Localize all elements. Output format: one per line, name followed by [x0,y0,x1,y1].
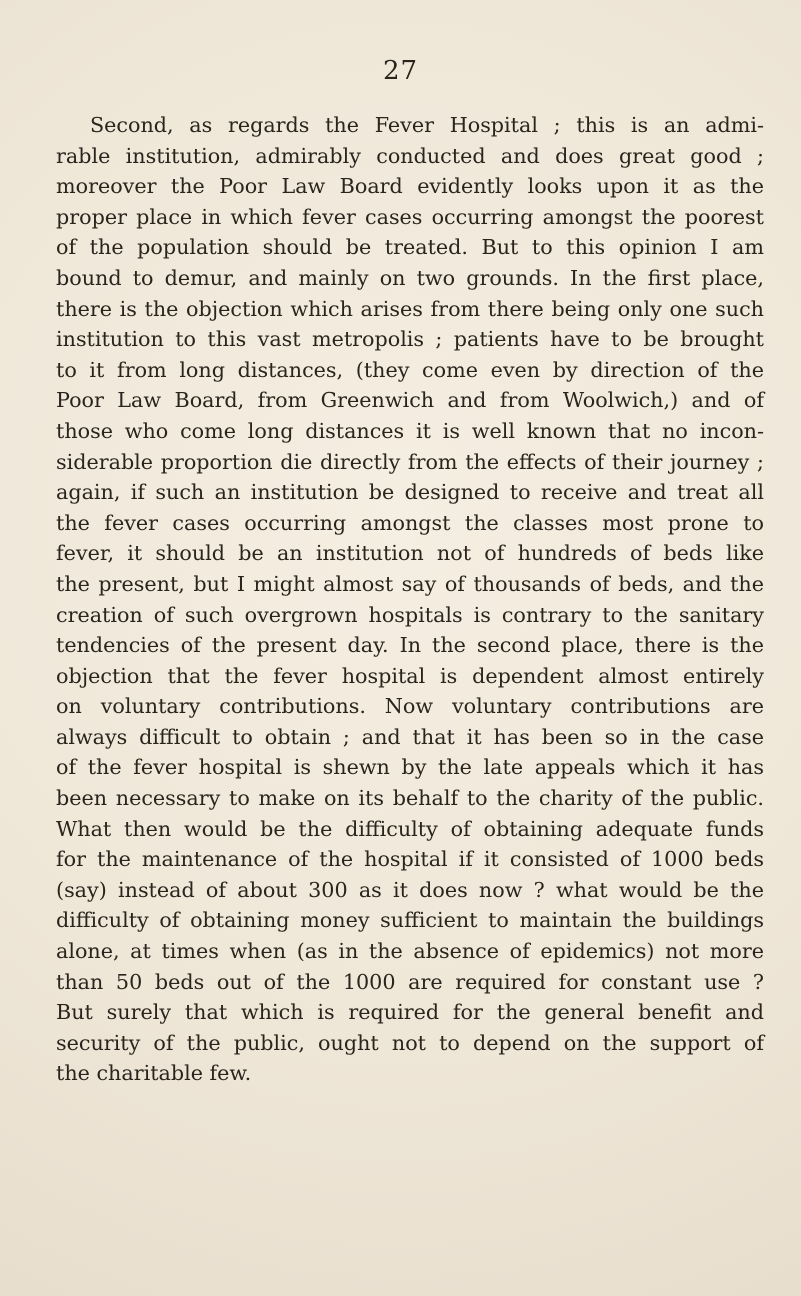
text-line: security of the public, ought not to depend on the support of [56,1030,764,1055]
text-line: there is the objection which arises from there being only one such [56,296,764,321]
text-line: creation of such overgrown hospitals is contrary to the sanitary [56,602,764,627]
text-line: bound to demur, and mainly on two grounds. In the first place, [56,265,764,290]
text-line: always difficult to obtain ; and that it has been so in the case [56,724,764,749]
text-line: the charitable few. [56,1061,252,1086]
text-line: objection that the fever hospital is dependent almost entirely [56,663,764,688]
text-line: the fever cases occurring amongst the classes most prone to [56,510,764,535]
text-line: What then would be the difficulty of obtaining adequate funds [56,816,764,841]
text-line: fever, it should be an institution not of hundreds of beds like [56,541,764,566]
text-line: than 50 beds out of the 1000 are required for constant use ? [56,969,764,994]
text-line: those who come long distances it is well known that no incon- [56,418,764,443]
text-line: moreover the Poor Law Board evidently looks upon it as the [56,174,764,199]
text-line: But surely that which is required for the general benefit and [56,1000,764,1025]
text-line: (say) instead of about 300 as it does now ? what would be the [56,877,764,902]
body-paragraph [56,110,764,1089]
text-line: for the maintenance of the hospital if it consisted of 1000 beds [56,847,764,872]
text-line: again, if such an institution be designed to receive and treat all [56,480,764,505]
text-line: institution to this vast metropolis ; patients have to be brought [56,327,764,352]
text-line: the present, but I might almost say of thousands of beds, and the [56,571,764,596]
text-line: tendencies of the present day. In the second place, there is the [56,633,764,658]
text-line: difficulty of obtaining money sufficient to maintain the buildings [56,908,764,933]
page-number: 27 [382,56,419,86]
text-line: of the fever hospital is shewn by the late appeals which it has [56,755,764,780]
text-line: of the population should be treated. But to this opinion I am [56,235,764,260]
text-line: Second, as regards the Fever Hospital ; this is an admi- [90,113,764,137]
text-line: rable institution, admirably conducted and does great good ; [56,143,764,168]
text-line: to it from long distances, (they come even by direction of the [56,357,764,382]
text-line: Poor Law Board, from Greenwich and from Woolwich,) and of [56,388,764,413]
text-line: been necessary to make on its behalf to the charity of the public. [56,786,764,811]
text-line: siderable proportion die directly from the effects of their journey ; [56,449,764,474]
text-line: proper place in which fever cases occurring amongst the poorest [56,204,764,229]
text-line: alone, at times when (as in the absence of epidemics) not more [56,939,764,964]
text-line: on voluntary contributions. Now voluntary contributions are [56,694,764,719]
